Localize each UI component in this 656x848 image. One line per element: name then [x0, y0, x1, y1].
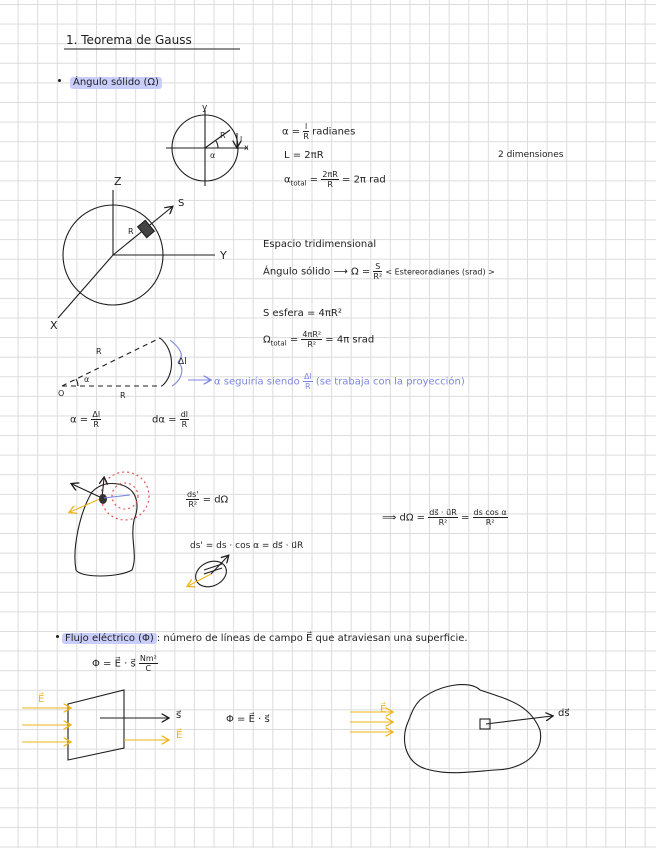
sphere-3d-diagram: [58, 190, 215, 318]
eq-flux: [92, 654, 158, 673]
eq-d-omega: [382, 508, 508, 527]
eq-omega-total-lhs: Ω: [263, 334, 271, 346]
eq-alpha: [282, 122, 355, 141]
eq-omega-numerator: S: [375, 262, 381, 271]
bullet: [56, 635, 59, 638]
eq-ds-prime-denominator: R²: [188, 500, 198, 509]
bullet: [58, 79, 61, 82]
eq-alpha-lhs: α =: [282, 126, 301, 138]
label-l: l: [240, 135, 243, 144]
label-x-axis: X: [50, 319, 58, 332]
label-r-top: R: [96, 347, 102, 356]
label-origin: O: [58, 389, 65, 398]
flux-definition: : número de líneas de campo E⃗ que atraviesan una superficie.: [156, 633, 468, 644]
page-title: 1. Teorema de Gauss: [66, 33, 192, 47]
eq-flux-unit-numerator: Nm²: [139, 654, 157, 663]
projection-note-denominator: R: [305, 382, 311, 391]
label-alpha: α: [210, 151, 216, 160]
eq-d-alpha-numerator: dl: [180, 410, 188, 419]
surface-solid-angle-diagram: [70, 472, 149, 576]
label-r-bottom: R: [120, 391, 126, 400]
label-delta-l: Δl: [178, 357, 187, 367]
eq-d-omega-denominator-1: R²: [438, 518, 448, 527]
eq-alpha-denominator: R: [303, 132, 309, 141]
eq-alpha-total-fraction: [321, 170, 338, 189]
eq-ds-prime: [186, 490, 228, 509]
eq-alpha-unit: radianes: [312, 126, 356, 138]
eq-omega-total-fraction: [301, 330, 322, 349]
surface-element-detail: [188, 556, 231, 592]
eq-ds-projection: ds' = ds · cos α = ds⃗ · u⃗R: [190, 541, 304, 551]
eq-alpha-total-sub: total: [290, 179, 307, 188]
label-s-vector: S: [178, 198, 185, 209]
projection-note-rhs: (se trabaja con la proyección): [315, 376, 465, 388]
eq-d-omega-fraction-1: [428, 508, 458, 527]
eq-d-alpha: [152, 410, 189, 429]
eq-alpha-small-lhs: α =: [70, 414, 89, 426]
eq-omega-denominator: R²: [373, 272, 383, 281]
eq-ds-prime-numerator: ds': [187, 490, 199, 499]
label-z: Z: [114, 175, 122, 188]
eq-omega-total-rhs: = 4π srad: [325, 334, 375, 346]
eq-omega-fraction: [373, 262, 382, 281]
eq-alpha-total-lhs: α: [284, 174, 291, 186]
eq-alpha-small-fraction: [91, 410, 101, 429]
eq-alpha-total-numerator: 2πR: [322, 170, 338, 179]
label-alpha-triangle: α: [84, 375, 90, 384]
eq-alpha-total-rhs: = 2π rad: [342, 174, 386, 186]
label-x: x: [244, 143, 249, 152]
label-r-sphere: R: [128, 227, 134, 236]
solid-angle-heading: Ángulo sólido (Ω): [70, 77, 162, 89]
label-s-plate: s⃗: [176, 710, 182, 721]
eq-omega-total: $\Omega_{total}$ = $\frac{\text{4πR²}}{\text{R²}}$ = 4π srad: [263, 330, 375, 349]
flux-definition-line: [62, 633, 468, 645]
eq-alpha-total: $\alpha_{total}$ = $\frac{2\pi R}{R}$ = 2π rad: [284, 170, 386, 189]
projection-note-lhs: α seguiría siendo: [214, 376, 300, 388]
projection-note-fraction: [303, 372, 313, 391]
eq-d-alpha-lhs: dα =: [152, 414, 177, 426]
eq-d-alpha-denominator: R: [181, 420, 188, 429]
label-r: R: [220, 131, 226, 140]
eq-omega-total-denominator: R²: [307, 340, 317, 349]
eq-omega-lhs: Ω =: [351, 266, 371, 278]
projection-note: [214, 372, 465, 391]
eq-d-omega-numerator-1: ds⃗ · u⃗R: [429, 508, 457, 517]
eq-flux-unit-fraction: [139, 654, 158, 673]
circle-2d-diagram: [166, 110, 248, 186]
closed-surface-flux-diagram: [350, 685, 552, 773]
projection-note-numerator: Δl: [303, 372, 312, 381]
eq-d-omega-denominator-2: R²: [485, 518, 495, 527]
eq-d-omega-fraction-2: [473, 508, 508, 527]
eq-d-omega-equals: =: [460, 512, 470, 524]
eq-omega: [263, 262, 495, 281]
eq-flux-lhs: Φ = E⃗ · s⃗: [92, 658, 136, 670]
label-e-field-left: E⃗: [38, 694, 45, 705]
eq-omega-prefix: Ángulo sólido ⟶: [263, 266, 348, 278]
eq-d-omega-numerator-2: ds cos α: [473, 508, 507, 517]
eq-omega-total-numerator: 4πR²: [302, 330, 322, 339]
eq-flux-plate: Φ = E⃗ · s⃗: [226, 714, 270, 725]
eq-sphere-area: S esfera = 4πR²: [263, 308, 342, 319]
eq-omega-total-sub: total: [270, 339, 287, 348]
eq-d-omega-lhs: ⟹ dΩ =: [382, 512, 426, 524]
label-e-field-blob: E⃗: [380, 704, 387, 715]
eq-alpha-fraction: [303, 122, 309, 141]
label-e-field-right: E⃗: [176, 730, 183, 741]
eq-omega-unit: < Estereoradianes (srad) >: [385, 267, 495, 277]
space-3d-title: Espacio tridimensional: [263, 239, 377, 250]
eq-alpha-small: [70, 410, 101, 429]
eq-alpha-small-numerator: Δl: [92, 410, 101, 419]
eq-alpha-small-denominator: R: [93, 420, 99, 429]
eq-alpha-numerator: l: [305, 122, 308, 131]
eq-d-alpha-fraction: [180, 410, 189, 429]
two-dimensions-note: 2 dimensiones: [498, 150, 564, 160]
eq-ds-prime-rhs: = dΩ: [202, 494, 229, 506]
label-y-axis: Y: [220, 249, 227, 262]
label-ds-vector: ds⃗: [558, 708, 570, 719]
eq-length: L = 2πR: [284, 150, 324, 161]
eq-alpha-total-denominator: R: [327, 180, 333, 189]
eq-flux-unit-denominator: C: [145, 664, 152, 673]
eq-ds-prime-fraction: [186, 490, 199, 509]
flux-heading: Flujo eléctrico (Φ): [62, 633, 157, 644]
label-y: y: [202, 103, 208, 113]
